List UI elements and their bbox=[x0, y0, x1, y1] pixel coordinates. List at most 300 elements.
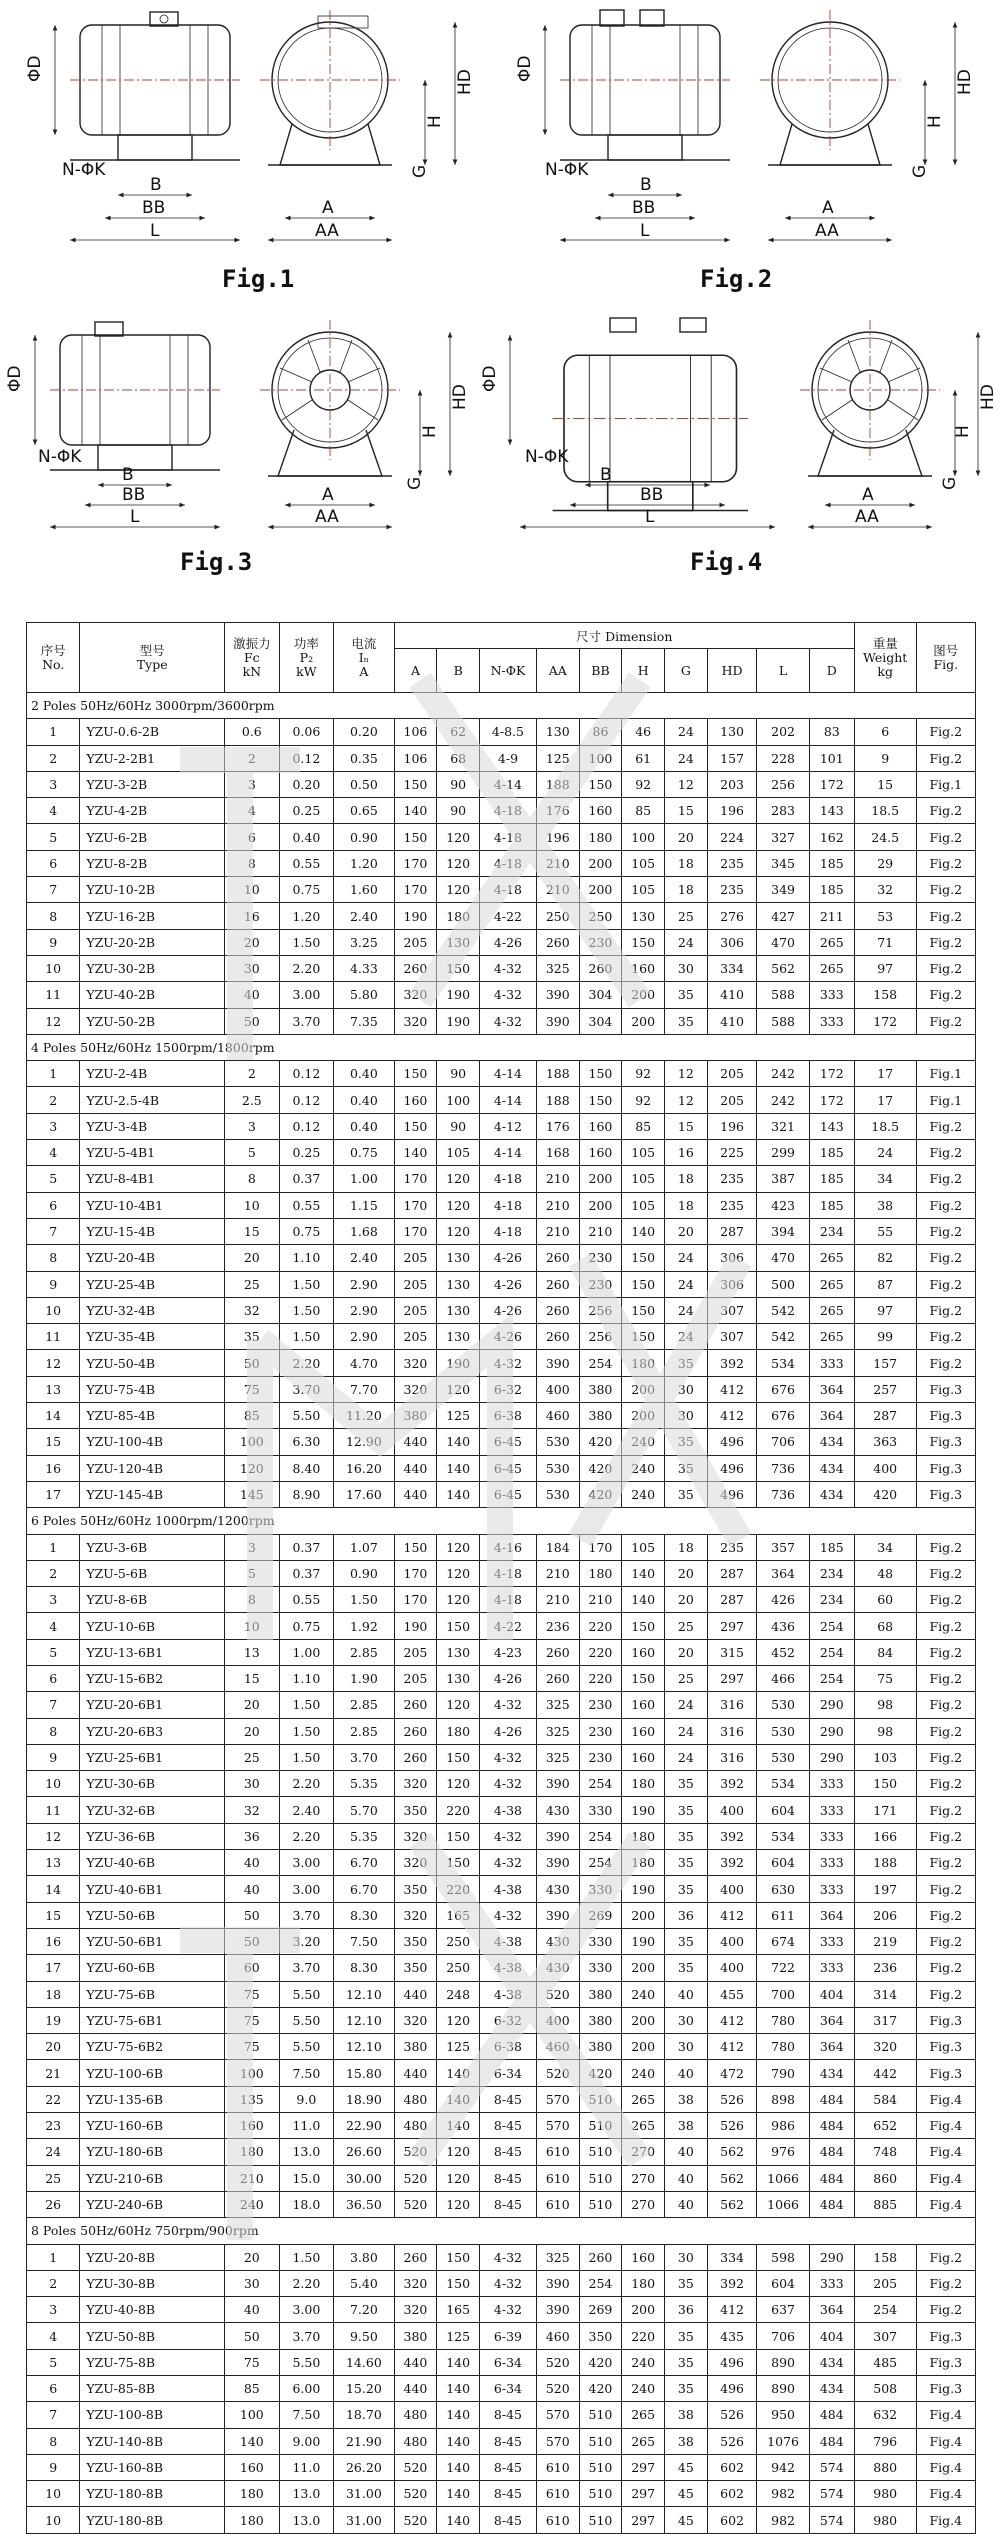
cell-weight: 84 bbox=[854, 1639, 916, 1665]
cell-type: YZU-85-4B bbox=[80, 1403, 225, 1429]
fig3-label-g: G bbox=[405, 476, 425, 490]
cell-dim-a: 320 bbox=[394, 2297, 437, 2323]
table-row bbox=[27, 1560, 976, 1586]
cell-dim-aa: 430 bbox=[536, 1955, 579, 1981]
cell-power: 13.0 bbox=[279, 2507, 334, 2533]
cell-dim-a: 440 bbox=[394, 1429, 437, 1455]
cell-dim-l: 976 bbox=[757, 2139, 809, 2165]
cell-dim-b: 62 bbox=[437, 719, 480, 745]
cell-weight: 206 bbox=[854, 1902, 916, 1928]
cell-dim-h: 180 bbox=[622, 1850, 665, 1876]
cell-dim-d: 484 bbox=[809, 2086, 854, 2112]
cell-power: 0.25 bbox=[279, 1140, 334, 1166]
cell-dim-nk: 4-38 bbox=[480, 1928, 537, 1954]
cell-power: 5.50 bbox=[279, 2034, 334, 2060]
cell-dim-h: 92 bbox=[622, 1087, 665, 1113]
cell-force: 100 bbox=[225, 2402, 280, 2428]
cell-dim-b: 120 bbox=[437, 2007, 480, 2033]
section-header-row bbox=[27, 1508, 976, 1534]
cell-power: 3.70 bbox=[279, 1955, 334, 1981]
cell-dim-nk: 4-38 bbox=[480, 1981, 537, 2007]
cell-power: 9.00 bbox=[279, 2428, 334, 2454]
cell-dim-aa: 390 bbox=[536, 1350, 579, 1376]
cell-dim-g: 24 bbox=[664, 1718, 707, 1744]
cell-type: YZU-50-2B bbox=[80, 1008, 225, 1034]
table-row bbox=[27, 903, 976, 929]
cell-dim-g: 20 bbox=[664, 1639, 707, 1665]
cell-dim-g: 12 bbox=[664, 1061, 707, 1087]
section-title: 2 Poles 50Hz/60Hz 3000rpm/3600rpm bbox=[27, 693, 976, 719]
cell-dim-aa: 130 bbox=[536, 719, 579, 745]
cell-dim-b: 150 bbox=[437, 1613, 480, 1639]
cell-dim-bb: 380 bbox=[579, 1403, 622, 1429]
cell-dim-b: 90 bbox=[437, 1061, 480, 1087]
cell-dim-l: 700 bbox=[757, 1981, 809, 2007]
cell-dim-bb: 420 bbox=[579, 2349, 622, 2375]
cell-dim-b: 120 bbox=[437, 2139, 480, 2165]
cell-dim-b: 150 bbox=[437, 2244, 480, 2270]
table-row bbox=[27, 2323, 976, 2349]
cell-dim-l: 242 bbox=[757, 1061, 809, 1087]
cell-dim-d: 333 bbox=[809, 982, 854, 1008]
cell-dim-g: 30 bbox=[664, 2034, 707, 2060]
header-weight: 重量 Weight kg bbox=[854, 623, 916, 693]
cell-dim-l: 562 bbox=[757, 955, 809, 981]
cell-dim-b: 248 bbox=[437, 1981, 480, 2007]
cell-dim-h: 200 bbox=[622, 1376, 665, 1402]
header-force: 激振力 Fc kN bbox=[225, 623, 280, 693]
cell-dim-l: 1066 bbox=[757, 2191, 809, 2217]
cell-dim-nk: 4-14 bbox=[480, 771, 537, 797]
cell-dim-b: 120 bbox=[437, 877, 480, 903]
cell-dim-b: 120 bbox=[437, 1218, 480, 1244]
cell-no: 22 bbox=[27, 2086, 80, 2112]
cell-dim-h: 105 bbox=[622, 1534, 665, 1560]
cell-dim-d: 265 bbox=[809, 1271, 854, 1297]
cell-dim-g: 35 bbox=[664, 1876, 707, 1902]
cell-dim-g: 20 bbox=[664, 1218, 707, 1244]
cell-no: 1 bbox=[27, 719, 80, 745]
cell-fig: Fig.2 bbox=[916, 798, 975, 824]
cell-dim-b: 140 bbox=[437, 2376, 480, 2402]
cell-type: YZU-145-4B bbox=[80, 1481, 225, 1507]
cell-dim-hd: 435 bbox=[707, 2323, 757, 2349]
cell-weight: 82 bbox=[854, 1245, 916, 1271]
cell-dim-hd: 412 bbox=[707, 1403, 757, 1429]
cell-dim-a: 380 bbox=[394, 2323, 437, 2349]
cell-dim-hd: 306 bbox=[707, 929, 757, 955]
cell-current: 1.50 bbox=[334, 1587, 394, 1613]
header-dim-a: A bbox=[394, 649, 437, 693]
fig4-label-aa: AA bbox=[855, 507, 879, 527]
cell-dim-h: 150 bbox=[622, 1613, 665, 1639]
cell-power: 6.00 bbox=[279, 2376, 334, 2402]
cell-dim-aa: 390 bbox=[536, 1902, 579, 1928]
cell-dim-aa: 460 bbox=[536, 2323, 579, 2349]
table-row bbox=[27, 1823, 976, 1849]
cell-dim-l: 790 bbox=[757, 2060, 809, 2086]
cell-no: 7 bbox=[27, 1218, 80, 1244]
cell-dim-a: 150 bbox=[394, 824, 437, 850]
cell-force: 180 bbox=[225, 2507, 280, 2533]
cell-dim-a: 260 bbox=[394, 1718, 437, 1744]
cell-force: 5 bbox=[225, 1560, 280, 1586]
cell-power: 11.0 bbox=[279, 2454, 334, 2480]
fig3-label-aa: AA bbox=[315, 507, 339, 527]
cell-dim-d: 364 bbox=[809, 1376, 854, 1402]
cell-force: 160 bbox=[225, 2454, 280, 2480]
cell-power: 13.0 bbox=[279, 2139, 334, 2165]
cell-power: 5.50 bbox=[279, 1403, 334, 1429]
cell-dim-g: 45 bbox=[664, 2481, 707, 2507]
cell-no: 5 bbox=[27, 1166, 80, 1192]
cell-dim-b: 125 bbox=[437, 1403, 480, 1429]
cell-no: 7 bbox=[27, 877, 80, 903]
cell-force: 3 bbox=[225, 771, 280, 797]
cell-dim-l: 736 bbox=[757, 1481, 809, 1507]
cell-type: YZU-75-6B bbox=[80, 1981, 225, 2007]
cell-current: 2.90 bbox=[334, 1297, 394, 1323]
cell-dim-h: 180 bbox=[622, 1823, 665, 1849]
table-row bbox=[27, 1692, 976, 1718]
cell-dim-h: 297 bbox=[622, 2507, 665, 2533]
fig3-label-d: ΦD bbox=[5, 365, 25, 392]
cell-weight: 400 bbox=[854, 1455, 916, 1481]
cell-current: 5.35 bbox=[334, 1771, 394, 1797]
cell-current: 22.90 bbox=[334, 2113, 394, 2139]
cell-type: YZU-35-4B bbox=[80, 1324, 225, 1350]
cell-no: 8 bbox=[27, 1245, 80, 1271]
cell-dim-b: 120 bbox=[437, 850, 480, 876]
cell-dim-aa: 610 bbox=[536, 2454, 579, 2480]
cell-type: YZU-40-8B bbox=[80, 2297, 225, 2323]
cell-type: YZU-180-8B bbox=[80, 2481, 225, 2507]
cell-fig: Fig.2 bbox=[916, 1692, 975, 1718]
cell-current: 0.50 bbox=[334, 771, 394, 797]
cell-dim-h: 270 bbox=[622, 2191, 665, 2217]
cell-dim-aa: 610 bbox=[536, 2165, 579, 2191]
cell-dim-a: 150 bbox=[394, 1113, 437, 1139]
cell-no: 14 bbox=[27, 1876, 80, 1902]
section-title: 4 Poles 50Hz/60Hz 1500rpm/1800rpm bbox=[27, 1034, 976, 1060]
cell-dim-b: 140 bbox=[437, 2086, 480, 2112]
cell-type: YZU-13-6B1 bbox=[80, 1639, 225, 1665]
cell-type: YZU-36-6B bbox=[80, 1823, 225, 1849]
cell-type: YZU-6-2B bbox=[80, 824, 225, 850]
cell-dim-bb: 260 bbox=[579, 2244, 622, 2270]
cell-weight: 254 bbox=[854, 2297, 916, 2323]
cell-dim-h: 61 bbox=[622, 745, 665, 771]
cell-dim-hd: 410 bbox=[707, 1008, 757, 1034]
cell-type: YZU-5-6B bbox=[80, 1560, 225, 1586]
fig1-label-bb: BB bbox=[142, 198, 166, 218]
cell-force: 20 bbox=[225, 2244, 280, 2270]
cell-current: 2.85 bbox=[334, 1639, 394, 1665]
cell-no: 10 bbox=[27, 2481, 80, 2507]
cell-type: YZU-75-6B2 bbox=[80, 2034, 225, 2060]
cell-no: 3 bbox=[27, 1587, 80, 1613]
table-row bbox=[27, 745, 976, 771]
cell-dim-g: 35 bbox=[664, 2270, 707, 2296]
cell-dim-nk: 4-38 bbox=[480, 1797, 537, 1823]
cell-dim-g: 35 bbox=[664, 1481, 707, 1507]
cell-dim-bb: 230 bbox=[579, 1271, 622, 1297]
cell-dim-aa: 570 bbox=[536, 2428, 579, 2454]
cell-dim-hd: 400 bbox=[707, 1928, 757, 1954]
cell-current: 6.70 bbox=[334, 1876, 394, 1902]
cell-dim-hd: 205 bbox=[707, 1061, 757, 1087]
cell-dim-b: 120 bbox=[437, 1376, 480, 1402]
cell-dim-aa: 520 bbox=[536, 1981, 579, 2007]
cell-dim-aa: 210 bbox=[536, 877, 579, 903]
cell-dim-nk: 4-18 bbox=[480, 824, 537, 850]
cell-dim-g: 20 bbox=[664, 824, 707, 850]
fig1-label-g: G bbox=[410, 164, 430, 178]
cell-fig: Fig.2 bbox=[916, 2244, 975, 2270]
cell-weight: 18.5 bbox=[854, 798, 916, 824]
fig3-label-h: H bbox=[420, 425, 440, 438]
cell-fig: Fig.2 bbox=[916, 1534, 975, 1560]
cell-dim-bb: 510 bbox=[579, 2113, 622, 2139]
cell-dim-d: 574 bbox=[809, 2454, 854, 2480]
cell-type: YZU-20-4B bbox=[80, 1245, 225, 1271]
cell-force: 10 bbox=[225, 1192, 280, 1218]
cell-dim-g: 35 bbox=[664, 2376, 707, 2402]
cell-dim-aa: 325 bbox=[536, 1718, 579, 1744]
cell-dim-a: 140 bbox=[394, 1140, 437, 1166]
table-row bbox=[27, 2297, 976, 2323]
cell-dim-b: 150 bbox=[437, 1744, 480, 1770]
cell-dim-h: 190 bbox=[622, 1928, 665, 1954]
cell-no: 12 bbox=[27, 1823, 80, 1849]
cell-dim-d: 185 bbox=[809, 1140, 854, 1166]
cell-fig: Fig.2 bbox=[916, 1218, 975, 1244]
cell-dim-b: 68 bbox=[437, 745, 480, 771]
cell-dim-a: 260 bbox=[394, 2244, 437, 2270]
cell-dim-hd: 602 bbox=[707, 2454, 757, 2480]
header-dim-h: H bbox=[622, 649, 665, 693]
cell-dim-nk: 6-45 bbox=[480, 1429, 537, 1455]
cell-no: 17 bbox=[27, 1955, 80, 1981]
cell-dim-nk: 4-22 bbox=[480, 1613, 537, 1639]
cell-dim-l: 890 bbox=[757, 2376, 809, 2402]
cell-dim-aa: 210 bbox=[536, 850, 579, 876]
cell-dim-l: 327 bbox=[757, 824, 809, 850]
cell-current: 15.80 bbox=[334, 2060, 394, 2086]
section-header-row bbox=[27, 693, 976, 719]
cell-dim-h: 92 bbox=[622, 771, 665, 797]
cell-type: YZU-8-4B1 bbox=[80, 1166, 225, 1192]
cell-dim-bb: 510 bbox=[579, 2507, 622, 2533]
header-dim-g: G bbox=[664, 649, 707, 693]
cell-dim-h: 85 bbox=[622, 1113, 665, 1139]
cell-dim-a: 480 bbox=[394, 2086, 437, 2112]
cell-current: 15.20 bbox=[334, 2376, 394, 2402]
cell-current: 16.20 bbox=[334, 1455, 394, 1481]
cell-weight: 188 bbox=[854, 1850, 916, 1876]
cell-dim-nk: 4-26 bbox=[480, 1271, 537, 1297]
cell-dim-l: 676 bbox=[757, 1376, 809, 1402]
cell-dim-aa: 530 bbox=[536, 1429, 579, 1455]
cell-dim-h: 265 bbox=[622, 2086, 665, 2112]
cell-dim-l: 898 bbox=[757, 2086, 809, 2112]
cell-dim-a: 440 bbox=[394, 2060, 437, 2086]
table-row bbox=[27, 1744, 976, 1770]
cell-dim-h: 105 bbox=[622, 877, 665, 903]
table-row bbox=[27, 2376, 976, 2402]
cell-dim-bb: 150 bbox=[579, 1061, 622, 1087]
cell-fig: Fig.3 bbox=[916, 1429, 975, 1455]
cell-dim-b: 130 bbox=[437, 1324, 480, 1350]
cell-weight: 55 bbox=[854, 1218, 916, 1244]
cell-dim-hd: 392 bbox=[707, 1350, 757, 1376]
cell-dim-b: 120 bbox=[437, 1692, 480, 1718]
cell-current: 11.20 bbox=[334, 1403, 394, 1429]
cell-dim-l: 349 bbox=[757, 877, 809, 903]
cell-weight: 172 bbox=[854, 1008, 916, 1034]
cell-dim-l: 780 bbox=[757, 2034, 809, 2060]
cell-current: 2.85 bbox=[334, 1718, 394, 1744]
cell-dim-a: 170 bbox=[394, 1192, 437, 1218]
cell-force: 15 bbox=[225, 1665, 280, 1691]
cell-dim-l: 202 bbox=[757, 719, 809, 745]
table-row bbox=[27, 1955, 976, 1981]
cell-force: 120 bbox=[225, 1455, 280, 1481]
cell-power: 0.75 bbox=[279, 1218, 334, 1244]
table-row bbox=[27, 1113, 976, 1139]
cell-dim-l: 242 bbox=[757, 1087, 809, 1113]
cell-power: 0.55 bbox=[279, 1192, 334, 1218]
cell-dim-b: 120 bbox=[437, 824, 480, 850]
cell-dim-a: 260 bbox=[394, 1692, 437, 1718]
section-header-row bbox=[27, 2218, 976, 2244]
cell-dim-a: 380 bbox=[394, 1403, 437, 1429]
header-no: 序号 No. bbox=[27, 623, 80, 693]
cell-fig: Fig.3 bbox=[916, 2034, 975, 2060]
cell-force: 25 bbox=[225, 1271, 280, 1297]
header-dim-aa: AA bbox=[536, 649, 579, 693]
fig2-label-h: H bbox=[925, 115, 945, 128]
cell-dim-b: 140 bbox=[437, 2060, 480, 2086]
cell-dim-hd: 307 bbox=[707, 1297, 757, 1323]
table-row bbox=[27, 1324, 976, 1350]
cell-type: YZU-40-6B1 bbox=[80, 1876, 225, 1902]
cell-dim-l: 470 bbox=[757, 1245, 809, 1271]
cell-dim-hd: 496 bbox=[707, 1481, 757, 1507]
cell-dim-nk: 4-32 bbox=[480, 1823, 537, 1849]
cell-dim-aa: 520 bbox=[536, 2060, 579, 2086]
cell-no: 3 bbox=[27, 1113, 80, 1139]
cell-dim-d: 265 bbox=[809, 1297, 854, 1323]
cell-dim-g: 36 bbox=[664, 1902, 707, 1928]
cell-fig: Fig.2 bbox=[916, 1166, 975, 1192]
cell-dim-d: 185 bbox=[809, 877, 854, 903]
cell-dim-g: 25 bbox=[664, 903, 707, 929]
cell-dim-aa: 260 bbox=[536, 1665, 579, 1691]
cell-dim-l: 588 bbox=[757, 982, 809, 1008]
cell-weight: 236 bbox=[854, 1955, 916, 1981]
table-row bbox=[27, 2034, 976, 2060]
cell-type: YZU-20-6B3 bbox=[80, 1718, 225, 1744]
cell-dim-a: 440 bbox=[394, 2376, 437, 2402]
cell-dim-a: 320 bbox=[394, 1823, 437, 1849]
cell-dim-a: 520 bbox=[394, 2507, 437, 2533]
cell-type: YZU-50-8B bbox=[80, 2323, 225, 2349]
fig3-caption: Fig.3 bbox=[180, 548, 253, 576]
cell-dim-aa: 188 bbox=[536, 1087, 579, 1113]
cell-current: 36.50 bbox=[334, 2191, 394, 2217]
cell-dim-a: 440 bbox=[394, 2349, 437, 2375]
cell-dim-b: 140 bbox=[437, 1455, 480, 1481]
cell-dim-b: 125 bbox=[437, 2034, 480, 2060]
cell-fig: Fig.2 bbox=[916, 719, 975, 745]
cell-power: 7.50 bbox=[279, 2060, 334, 2086]
cell-dim-g: 45 bbox=[664, 2507, 707, 2533]
cell-dim-bb: 170 bbox=[579, 1534, 622, 1560]
cell-weight: 197 bbox=[854, 1876, 916, 1902]
cell-type: YZU-210-6B bbox=[80, 2165, 225, 2191]
cell-no: 26 bbox=[27, 2191, 80, 2217]
cell-type: YZU-160-6B bbox=[80, 2113, 225, 2139]
table-row bbox=[27, 1481, 976, 1507]
cell-no: 11 bbox=[27, 1324, 80, 1350]
cell-dim-nk: 4-32 bbox=[480, 955, 537, 981]
cell-no: 19 bbox=[27, 2007, 80, 2033]
cell-dim-a: 205 bbox=[394, 1639, 437, 1665]
cell-dim-d: 484 bbox=[809, 2428, 854, 2454]
cell-fig: Fig.4 bbox=[916, 2481, 975, 2507]
table-row bbox=[27, 1928, 976, 1954]
cell-dim-l: 706 bbox=[757, 2323, 809, 2349]
cell-weight: 632 bbox=[854, 2402, 916, 2428]
cell-dim-a: 520 bbox=[394, 2165, 437, 2191]
cell-fig: Fig.2 bbox=[916, 1113, 975, 1139]
cell-type: YZU-25-6B1 bbox=[80, 1744, 225, 1770]
cell-dim-nk: 4-18 bbox=[480, 1192, 537, 1218]
cell-no: 8 bbox=[27, 1718, 80, 1744]
cell-dim-nk: 4-12 bbox=[480, 1113, 537, 1139]
cell-dim-bb: 150 bbox=[579, 1087, 622, 1113]
cell-dim-h: 160 bbox=[622, 1718, 665, 1744]
cell-force: 140 bbox=[225, 2428, 280, 2454]
cell-dim-a: 320 bbox=[394, 2270, 437, 2296]
cell-dim-nk: 4-26 bbox=[480, 1665, 537, 1691]
cell-dim-nk: 4-32 bbox=[480, 1008, 537, 1034]
cell-dim-d: 434 bbox=[809, 2376, 854, 2402]
cell-dim-hd: 203 bbox=[707, 771, 757, 797]
cell-dim-d: 434 bbox=[809, 2349, 854, 2375]
cell-current: 1.60 bbox=[334, 877, 394, 903]
cell-dim-aa: 520 bbox=[536, 2376, 579, 2402]
cell-dim-l: 637 bbox=[757, 2297, 809, 2323]
cell-dim-g: 35 bbox=[664, 1771, 707, 1797]
cell-dim-aa: 196 bbox=[536, 824, 579, 850]
cell-type: YZU-85-8B bbox=[80, 2376, 225, 2402]
cell-power: 0.55 bbox=[279, 1587, 334, 1613]
cell-dim-hd: 562 bbox=[707, 2191, 757, 2217]
cell-current: 0.75 bbox=[334, 1140, 394, 1166]
cell-fig: Fig.2 bbox=[916, 1797, 975, 1823]
cell-dim-a: 320 bbox=[394, 1850, 437, 1876]
cell-no: 8 bbox=[27, 2428, 80, 2454]
cell-dim-l: 674 bbox=[757, 1928, 809, 1954]
cell-dim-g: 18 bbox=[664, 1192, 707, 1218]
cell-dim-d: 333 bbox=[809, 2270, 854, 2296]
cell-power: 1.50 bbox=[279, 1692, 334, 1718]
cell-type: YZU-240-6B bbox=[80, 2191, 225, 2217]
cell-no: 4 bbox=[27, 1140, 80, 1166]
cell-dim-aa: 520 bbox=[536, 2349, 579, 2375]
